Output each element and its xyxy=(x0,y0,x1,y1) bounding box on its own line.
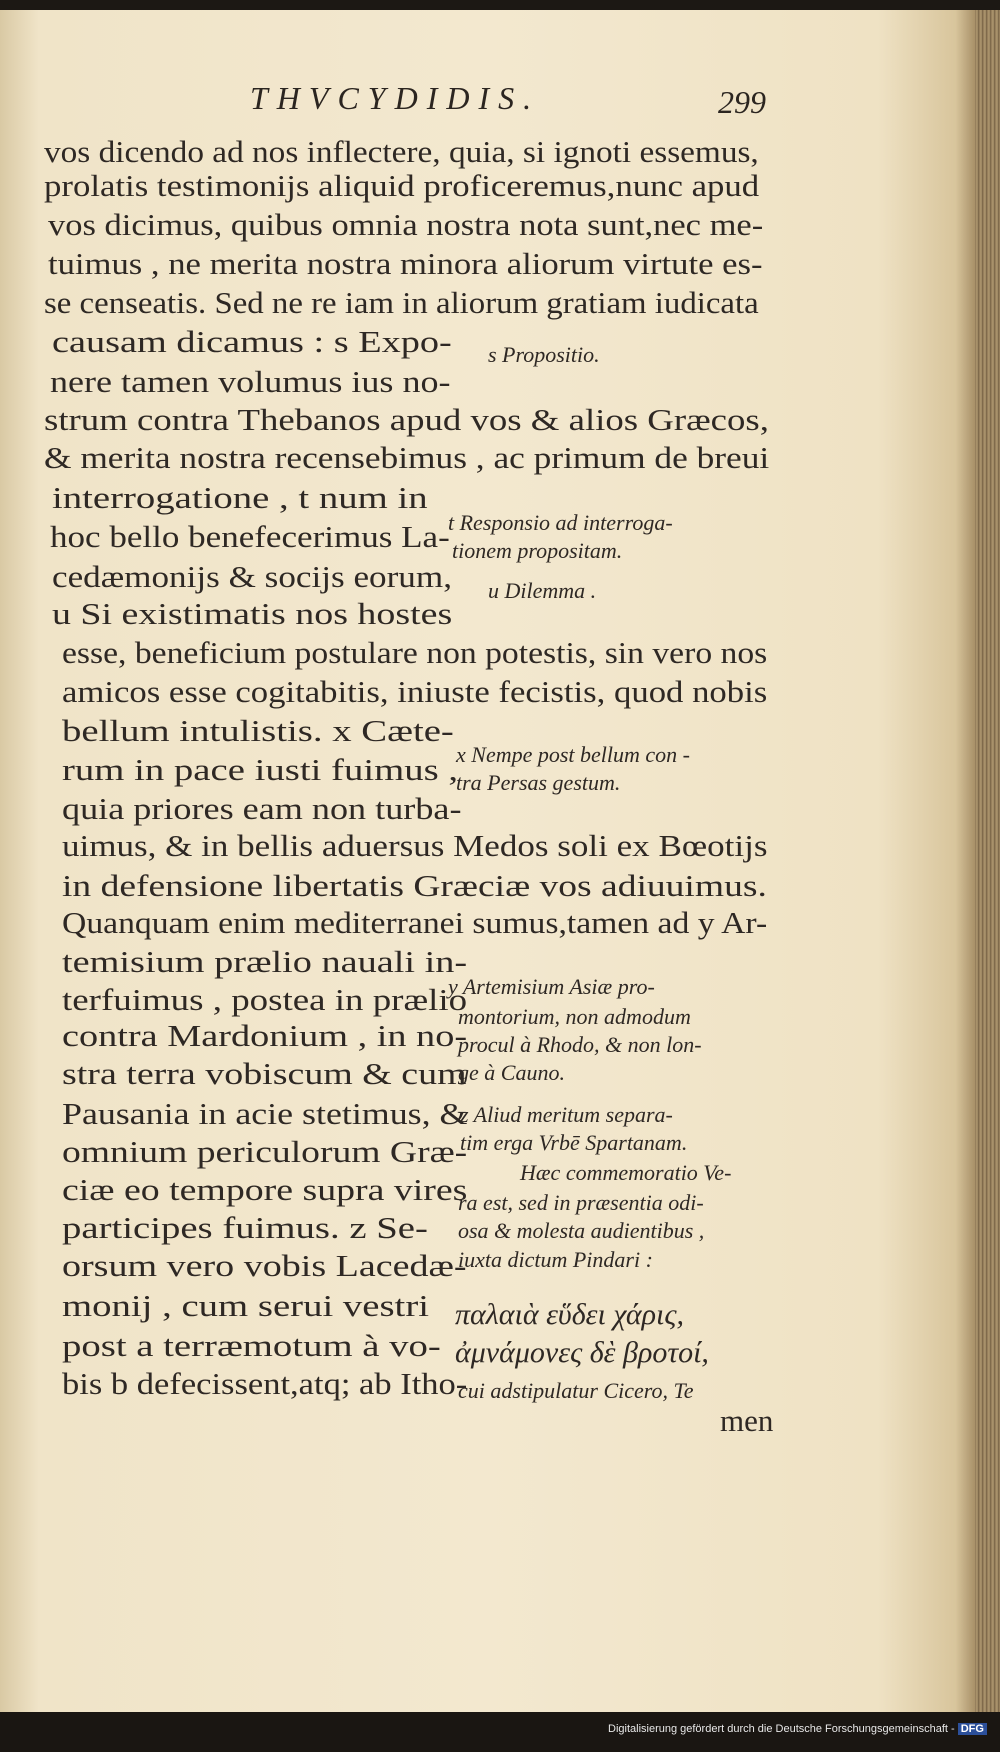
text-line: quia priores eam non turba- xyxy=(62,791,462,826)
text-line: amicos esse cogitabitis, iniuste fecistis, quod nobis xyxy=(62,674,768,709)
text-line: orsum vero vobis Lacedæ- xyxy=(62,1248,467,1283)
text-line: terfuimus , postea in prælio xyxy=(62,982,468,1017)
margin-note-line: u Dilemma . xyxy=(488,578,597,603)
text-line: vos dicimus, quibus omnia nostra nota sunt,nec me- xyxy=(48,207,764,242)
margin-note-line: tra Persas gestum. xyxy=(456,770,621,795)
margin-note-line: ra est, sed in præsentia odi- xyxy=(458,1190,704,1215)
dfg-logo: DFG xyxy=(958,1723,987,1735)
text-line: cedæmonijs & socijs eorum, xyxy=(52,559,452,594)
text-line: hoc bello benefecerimus La- xyxy=(50,519,450,554)
text-line: uimus, & in bellis aduersus Medos soli ex Bœotijs xyxy=(62,828,768,863)
greek-line: ἀμνάμονες δὲ βροτοί, xyxy=(455,1336,709,1369)
margin-note-line: y Artemisium Asiæ pro- xyxy=(448,974,655,999)
text-line: esse, beneficium postulare non potestis, sin vero nos xyxy=(62,635,768,670)
catchword: men xyxy=(720,1403,774,1438)
text-line: Quanquam enim mediterranei sumus,tamen ad y Ar- xyxy=(62,905,768,940)
text-line: tuimus , ne merita nostra minora aliorum virtute es- xyxy=(48,246,763,281)
text-line: participes fuimus. z Se- xyxy=(62,1210,428,1245)
margin-note-line: montorium, non admodum xyxy=(458,1004,691,1029)
text-line: se censeatis. Sed ne re iam in aliorum gratiam iudicata xyxy=(44,285,759,320)
text-line: bis b defecissent,atq; ab Itho- xyxy=(62,1366,468,1401)
page-edge xyxy=(975,0,1000,1712)
text-line: prolatis testimonijs aliquid proficeremus,nunc apud xyxy=(44,168,760,203)
text-line: monij , cum serui vestri xyxy=(62,1288,429,1323)
margin-note-line: Hæc commemoratio Ve- xyxy=(520,1160,732,1185)
margin-note-line: t Responsio ad interroga- xyxy=(448,510,673,535)
margin-note-line: tim erga Vrbē Spartanam. xyxy=(460,1130,688,1155)
text-line: stra terra vobiscum & cum xyxy=(62,1056,467,1091)
margin-note-line: x Nempe post bellum con - xyxy=(456,742,690,767)
margin-note-line: iuxta dictum Pindari : xyxy=(458,1247,653,1272)
margin-note-line: ge à Cauno. xyxy=(458,1060,565,1085)
footer-credit-text: Digitalisierung gefördert durch die Deutsche Forschungsgemeinschaft - xyxy=(608,1723,955,1735)
text-line: strum contra Thebanos apud vos & alios Græcos, xyxy=(44,402,769,437)
margin-note-line: procul à Rhodo, & non lon- xyxy=(458,1032,702,1057)
text-line: causam dicamus : s Expo- xyxy=(52,324,452,359)
text-line: & merita nostra recensebimus , ac primum de breui xyxy=(44,440,770,475)
text-line: nere tamen volumus ius no- xyxy=(50,364,451,399)
text-line: Pausania in acie stetimus, & xyxy=(62,1096,468,1131)
margin-note-line: osa & molesta audientibus , xyxy=(458,1218,705,1243)
text-line: ciæ eo tempore supra vires xyxy=(62,1172,468,1207)
scan-top-border xyxy=(0,0,1000,10)
text-line: vos dicendo ad nos inflectere, quia, si ignoti essemus, xyxy=(44,134,759,169)
text-line: rum in pace iusti fuimus , xyxy=(62,752,459,787)
text-line: omnium periculorum Græ- xyxy=(62,1134,468,1169)
text-line: post a terræmotum à vo- xyxy=(62,1328,441,1363)
running-title: THVCYDIDIS. xyxy=(250,80,541,116)
text-line: u Si existimatis nos hostes xyxy=(52,596,453,631)
text-line: in defensione libertatis Græciæ vos adiuuimus. xyxy=(62,868,767,903)
margin-note-line: tionem propositam. xyxy=(452,538,623,563)
margin-note-line: z Aliud meritum separa- xyxy=(460,1102,673,1127)
text-line: temisium prælio nauali in- xyxy=(62,944,468,979)
text-line: bellum intulistis. x Cæte- xyxy=(62,713,454,748)
margin-note-line: cui adstipulatur Cicero, Te xyxy=(458,1378,694,1403)
page-number: 299 xyxy=(718,84,766,120)
footer-credit xyxy=(608,1723,987,1735)
margin-note-line: s Propositio. xyxy=(488,342,600,367)
text-line: interrogatione , t num in xyxy=(52,480,428,515)
greek-line: παλαιὰ εὕδει χάρις, xyxy=(455,1298,685,1331)
text-line: contra Mardonium , in no- xyxy=(62,1018,468,1053)
